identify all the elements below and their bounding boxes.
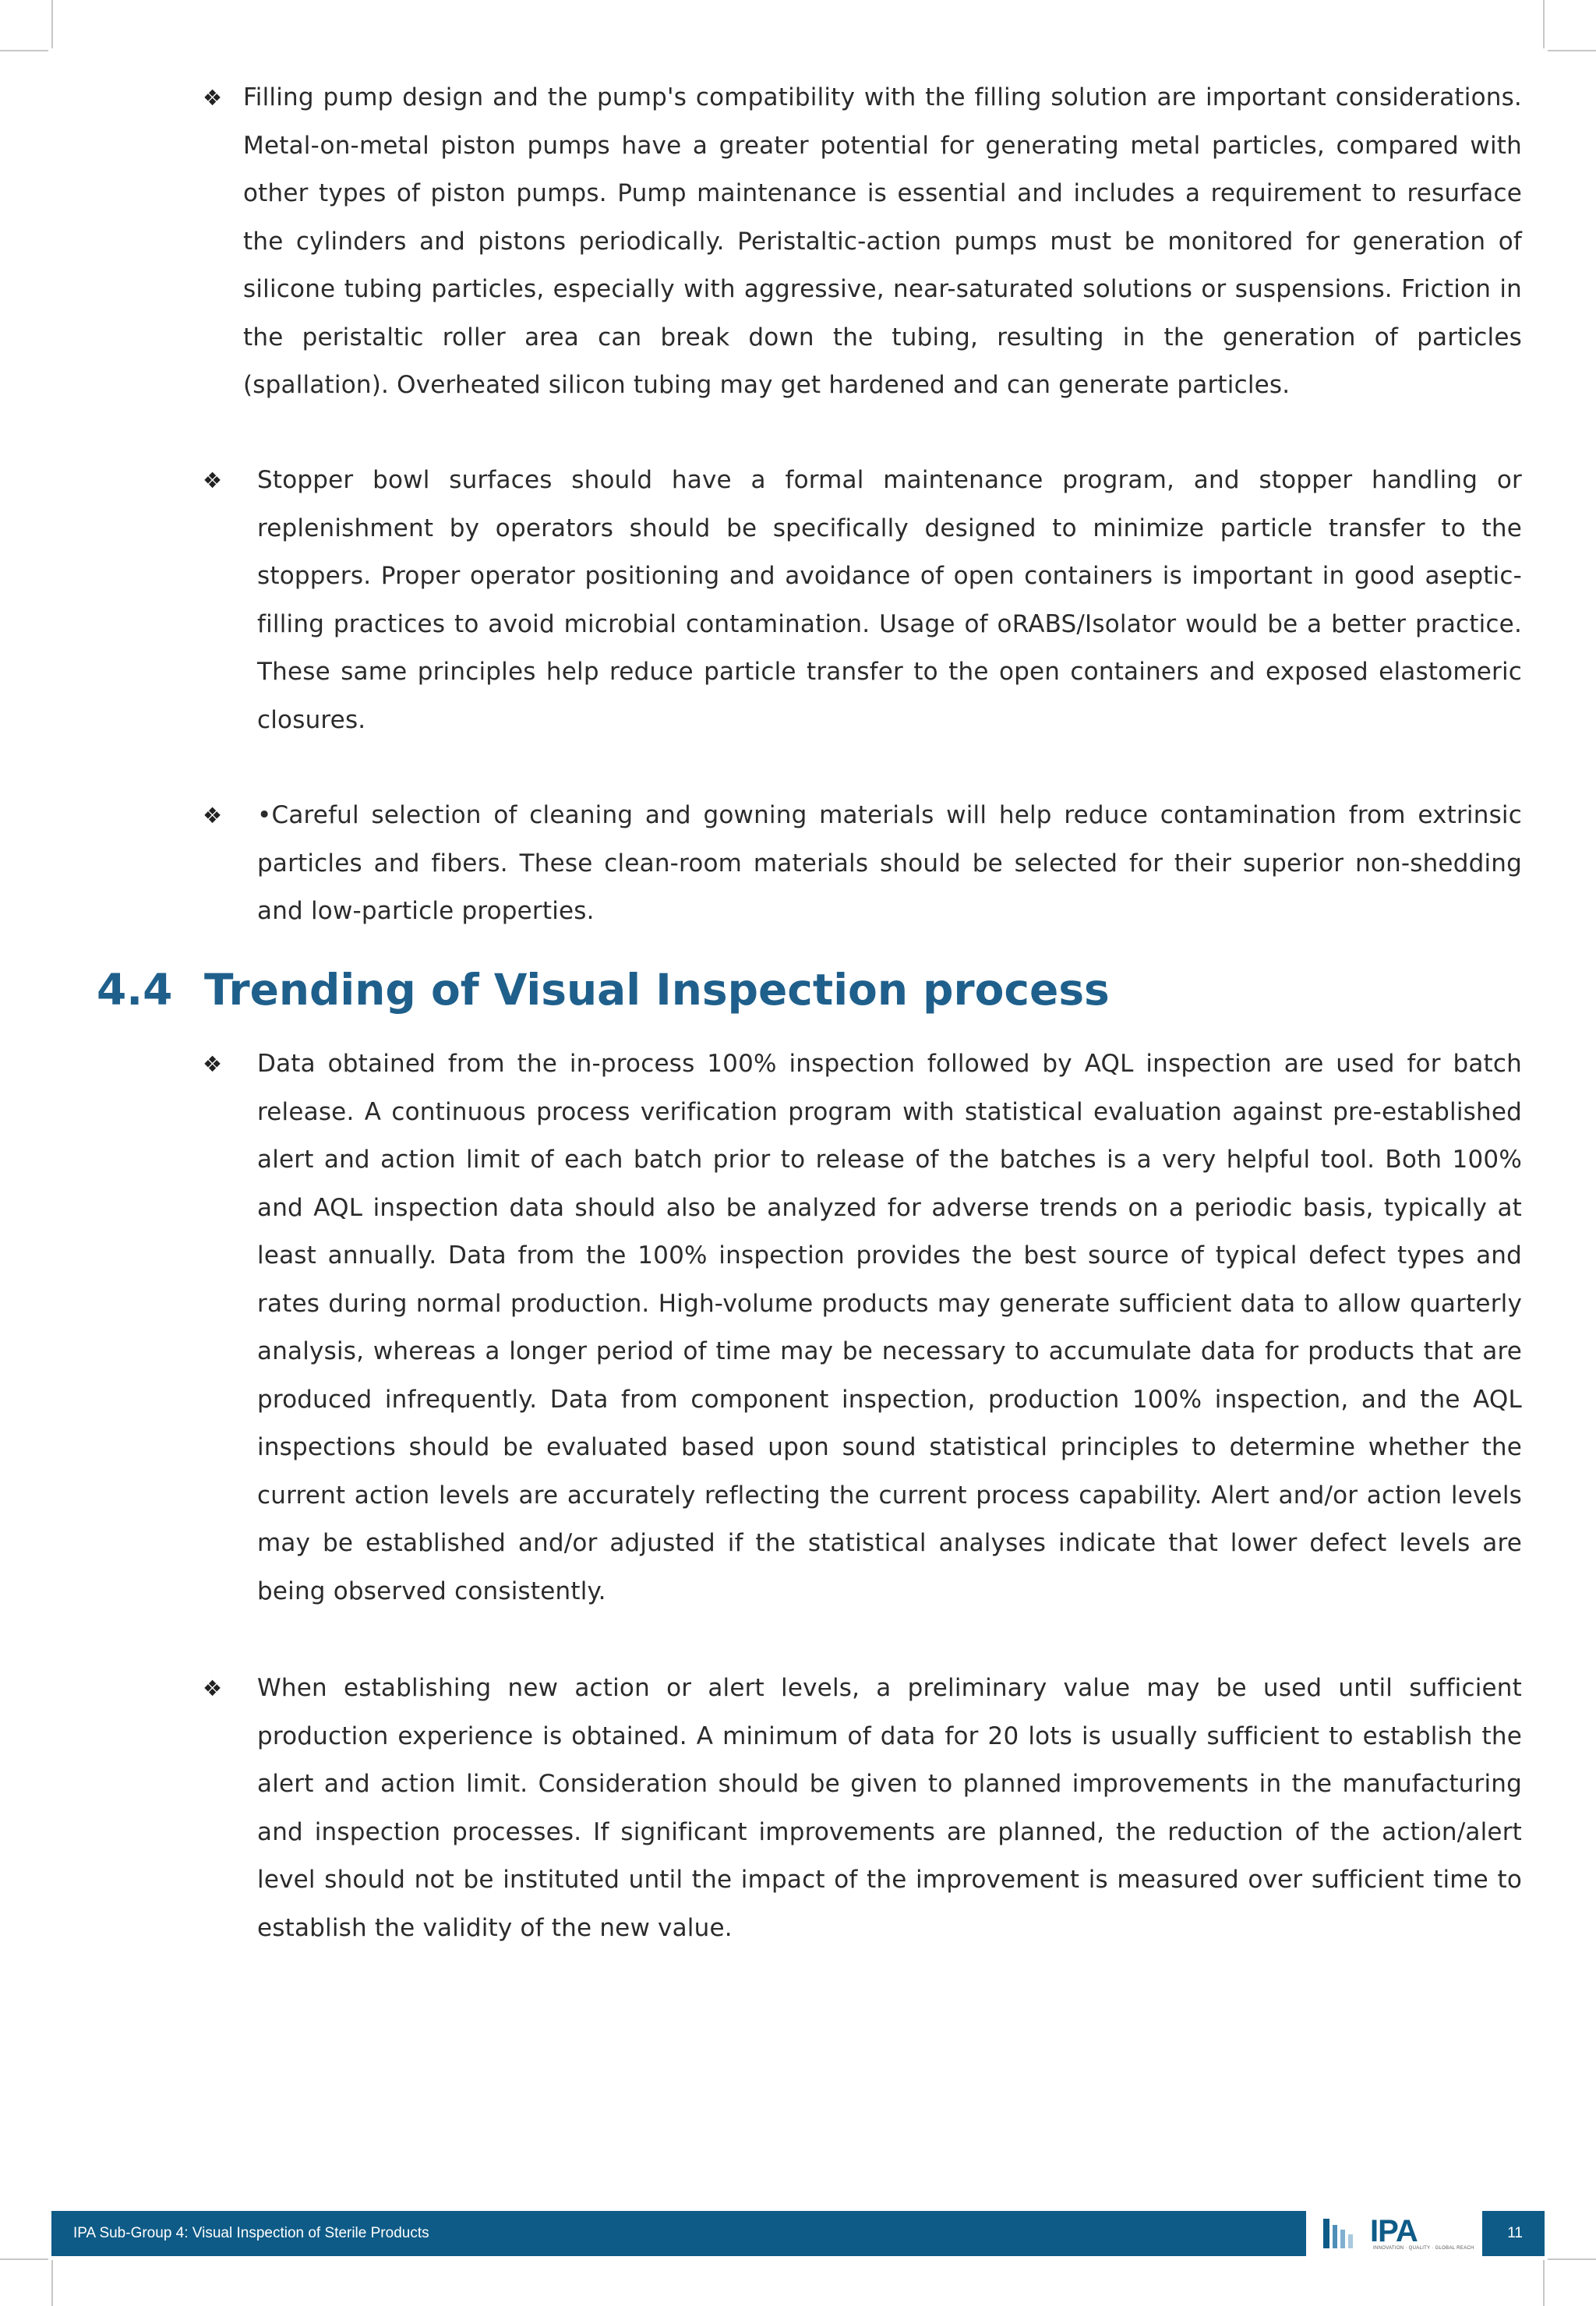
bullet-cleaning-materials: [203, 792, 1522, 936]
crop-mark-top-left-v: [51, 0, 53, 48]
bullet-filling-pump: [203, 74, 1522, 410]
ipa-logo-icon: [1320, 2214, 1367, 2253]
crop-mark-bottom-left-v: [51, 2260, 53, 2306]
crop-mark-bottom-left-h: [0, 2258, 48, 2260]
section-title: Trending of Visual Inspection process: [204, 965, 1110, 1015]
crop-mark-bottom-right-h: [1548, 2258, 1596, 2260]
logo-text: IPA: [1370, 2214, 1418, 2248]
crop-mark-top-left-h: [0, 50, 48, 51]
bullet-data-obtained: [203, 1040, 1522, 1616]
page-footer: [51, 2211, 1545, 2256]
footer-title: IPA Sub-Group 4: Visual Inspection of Sterile Products: [73, 2225, 429, 2241]
diamond-cross-bullet-icon: ❖: [203, 468, 223, 493]
bullet-stopper-bowl: [203, 457, 1522, 744]
diamond-cross-bullet-icon: ❖: [203, 85, 223, 111]
bullet-text: Filling pump design and the pump's compatibility with the filling solution are important considerations. Metal-on-metal piston pumps have a greater potential for generating metal particles, compared with other types of piston pumps. Pump maintenance is essential and includes a requirement to resurface the cylinders and pistons periodically. Peristaltic-action pumps must be monitored for generation of silicone tubing particles, especially with aggressive, near-saturated solutions or suspensions. Friction in the peristaltic roller area can break down the tubing, resulting in the generation of particles (spallation). Overheated silicon tubing may get hardened and can generate particles.: [243, 83, 1522, 399]
bullet-text: When establishing new action or alert levels, a preliminary value may be used until sufficient production experience is obtained. A minimum of data for 20 lots is usually sufficient to establish the alert and action limit. Consideration should be given to planned improvements in the manufacturing and inspection processes. If significant improvements are planned, the reduction of the action/alert level should not be instituted until the impact of the improvement is measured over sufficient time to establish the validity of the new value.: [257, 1674, 1522, 1942]
section-heading: [97, 965, 1110, 1015]
diamond-cross-bullet-icon: ❖: [203, 1051, 223, 1077]
bullet-text: •Careful selection of cleaning and gowning materials will help reduce contamination from extrinsic particles and fibers. These clean-room materials should be selected for their superior non-shedding and low-particle properties.: [257, 801, 1522, 925]
section-number: 4.4: [97, 965, 173, 1015]
logo-tagline: INNOVATION · QUALITY · GLOBAL REACH: [1373, 2246, 1474, 2251]
bullet-text: Data obtained from the in-process 100% inspection followed by AQL inspection are used for batch release. A continuous process verification program with statistical evaluation against pre-established alert and action limit of each batch prior to release of the batches is a very helpful tool. Both 100% and AQL inspection data should also be analyzed for adverse trends on a periodic basis, typically at least annually. Data from the 100% inspection provides the best source of typical defect types and rates during normal production. High-volume products may generate sufficient data to allow quarterly analysis, whereas a longer period of time may be necessary to accumulate data for products that are produced infrequently. Data from component inspection, production 100% inspection, and the AQL inspections should be evaluated based upon sound statistical principles to determine whether the current action levels are accurately reflecting the current process capability. Alert and/or action levels may be established and/or adjusted if the statistical analyses indicate that lower defect levels are being observed consistently.: [257, 1050, 1522, 1605]
diamond-cross-bullet-icon: ❖: [203, 1676, 223, 1701]
bullet-text: Stopper bowl surfaces should have a formal maintenance program, and stopper handling or replenishment by operators should be specifically designed to minimize particle transfer to the stoppers. Proper operator positioning and avoidance of open containers is important in good aseptic-filling practices to avoid microbial contamination. Usage of oRABS/Isolator would be a better practice. These same principles help reduce particle transfer to the open containers and exposed elastomeric closures.: [257, 466, 1522, 734]
crop-mark-top-right-h: [1548, 50, 1596, 51]
crop-mark-top-right-v: [1543, 0, 1545, 48]
diamond-cross-bullet-icon: ❖: [203, 803, 223, 828]
crop-mark-bottom-right-v: [1543, 2260, 1545, 2306]
bullet-new-action-levels: [203, 1665, 1522, 1952]
ipa-logo: [1306, 2211, 1482, 2256]
page-number: 11: [1507, 2225, 1523, 2241]
